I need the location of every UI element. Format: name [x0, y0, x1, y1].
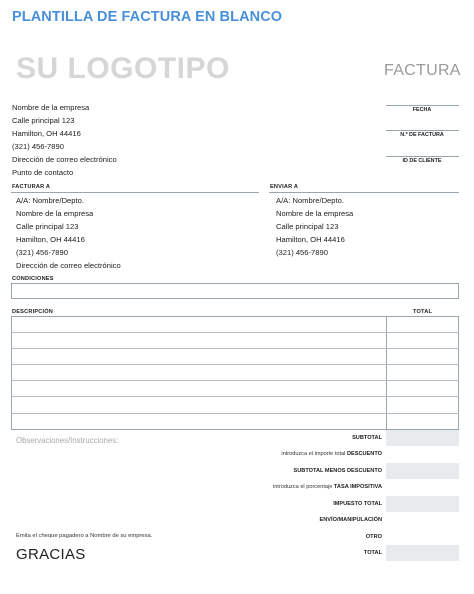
ship-to-attention[interactable]: A/A: Nombre/Depto.	[276, 196, 344, 205]
shipping-value[interactable]	[386, 512, 459, 528]
tax-rate-label: introduzca el porcentaje TASA IMPOSITIVA	[272, 484, 382, 490]
subtotal-less-discount-label: SUBTOTAL MENOS DESCUENTO	[293, 468, 382, 474]
shipping-label: ENVÍO/MANIPULACIÓN	[319, 517, 382, 523]
ship-to-label: ENVIAR A	[270, 184, 299, 190]
bill-to-email[interactable]: Dirección de correo electrónico	[16, 261, 121, 270]
company-street[interactable]: Calle principal 123	[12, 116, 75, 125]
company-name[interactable]: Nombre de la empresa	[12, 103, 90, 112]
conditions-field[interactable]	[11, 283, 459, 299]
page-title: PLANTILLA DE FACTURA EN BLANCO	[12, 9, 283, 25]
invoice-number-label: N.º DE FACTURA	[400, 132, 444, 138]
company-city[interactable]: Hamilton, OH 44416	[12, 129, 81, 138]
total-label: TOTAL	[363, 550, 382, 556]
discount-value[interactable]	[386, 446, 459, 462]
bill-to-block	[16, 194, 121, 272]
bill-to-label: FACTURAR A	[12, 184, 51, 190]
company-email[interactable]: Dirección de correo electrónico	[12, 155, 117, 164]
total-tax-value[interactable]	[386, 496, 459, 512]
description-header: DESCRIPCIÓN	[12, 309, 54, 315]
client-id-label: ID DE CLIENTE	[402, 158, 442, 164]
logo-placeholder: SU LOGOTIPO	[16, 52, 230, 85]
total-tax-label: IMPUESTO TOTAL	[333, 501, 382, 507]
bill-to-street[interactable]: Calle principal 123	[16, 222, 79, 231]
discount-label: introduzca el importe total DESCUENTO	[281, 451, 382, 457]
ship-to-company[interactable]: Nombre de la empresa	[276, 209, 354, 218]
other-value[interactable]	[386, 529, 459, 545]
other-label: OTRO	[365, 534, 382, 540]
thanks-text: GRACIAS	[16, 546, 86, 563]
invoice-number-field[interactable]	[386, 130, 459, 131]
subtotal-label: SUBTOTAL	[352, 435, 382, 441]
bill-to-attention[interactable]: A/A: Nombre/Depto.	[16, 196, 84, 205]
tax-rate-value[interactable]	[386, 479, 459, 495]
table-row[interactable]	[11, 380, 459, 381]
ship-to-block	[276, 194, 353, 259]
company-contact[interactable]: Punto de contacto	[12, 168, 74, 177]
date-field[interactable]	[386, 105, 459, 106]
ship-to-rule	[269, 192, 459, 193]
subtotal-less-discount-value[interactable]	[386, 463, 459, 479]
client-id-field[interactable]	[386, 156, 459, 157]
total-header: TOTAL	[412, 309, 433, 315]
date-label: FECHA	[412, 107, 432, 113]
ship-to-street[interactable]: Calle principal 123	[276, 222, 339, 231]
invoice-heading: FACTURA	[384, 62, 461, 79]
table-row[interactable]	[11, 364, 459, 365]
table-row[interactable]	[11, 332, 459, 333]
total-value[interactable]	[386, 545, 459, 561]
table-row[interactable]	[11, 348, 459, 349]
company-block	[12, 101, 117, 179]
notes-field[interactable]: Observaciones/Instrucciones:	[16, 436, 119, 445]
subtotal-value[interactable]	[386, 430, 459, 446]
ship-to-city[interactable]: Hamilton, OH 44416	[276, 235, 345, 244]
bill-to-company[interactable]: Nombre de la empresa	[16, 209, 94, 218]
table-row[interactable]	[11, 396, 459, 397]
ship-to-phone[interactable]: (321) 456-7890	[276, 248, 328, 257]
bill-to-city[interactable]: Hamilton, OH 44416	[16, 235, 85, 244]
cheque-note: Emita el cheque pagadero a Nombre de su empresa.	[16, 533, 153, 539]
company-phone[interactable]: (321) 456-7890	[12, 142, 64, 151]
table-row[interactable]	[11, 413, 459, 414]
bill-to-rule	[11, 192, 259, 193]
conditions-label: CONDICIONES	[12, 276, 54, 282]
bill-to-phone[interactable]: (321) 456-7890	[16, 248, 68, 257]
